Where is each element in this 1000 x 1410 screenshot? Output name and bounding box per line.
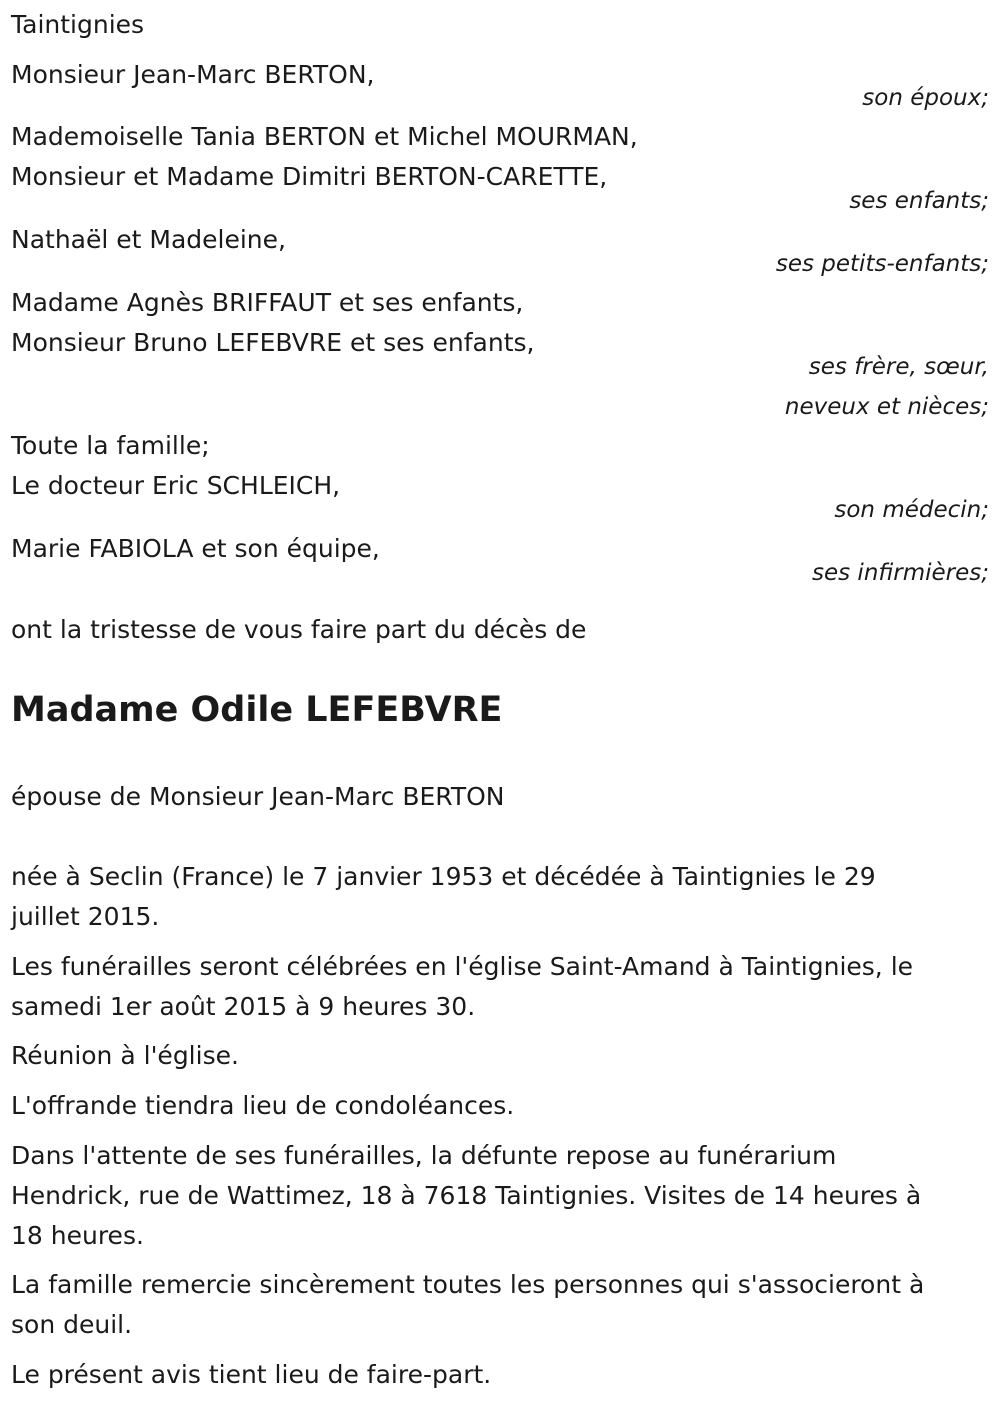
nurses-name: Marie FABIOLA et son équipe, <box>11 534 380 563</box>
grandchildren-relation: ses petits-enfants; <box>775 251 989 277</box>
meeting-info: Réunion à l'église. <box>11 1041 239 1070</box>
repose-line-1: Dans l'attente de ses funérailles, la défunte repose au funérarium <box>11 1141 837 1170</box>
notice-text: Le présent avis tient lieu de faire-part. <box>11 1360 492 1389</box>
siblings-relation-line-2: neveux et nièces; <box>784 394 989 420</box>
announcement-text: ont la tristesse de vous faire part du décès de <box>11 615 587 644</box>
doctor-relation: son médecin; <box>834 497 989 523</box>
children-relation: ses enfants; <box>849 188 989 214</box>
thanks-line-1: La famille remercie sincèrement toutes les personnes qui s'associeront à <box>11 1270 925 1299</box>
thanks-line-2: son deuil. <box>11 1310 133 1339</box>
birth-death-line-2: juillet 2015. <box>11 902 160 931</box>
funeral-line-1: Les funérailles seront célébrées en l'église Saint-Amand à Taintignies, le <box>11 952 914 981</box>
nurses-relation: ses infirmières; <box>812 560 989 586</box>
funeral-line-2: samedi 1er août 2015 à 9 heures 30. <box>11 992 476 1021</box>
siblings-relation-line-1: ses frère, sœur, <box>808 354 989 380</box>
spouse-name: Monsieur Jean-Marc BERTON, <box>11 60 375 89</box>
sibling-name-2: Monsieur Bruno LEFEBVRE et ses enfants, <box>11 328 535 357</box>
doctor-name: Le docteur Eric SCHLEICH, <box>11 471 341 500</box>
town-name: Taintignies <box>11 10 145 39</box>
deceased-name: Madame Odile LEFEBVRE <box>11 690 503 730</box>
offering-info: L'offrande tiendra lieu de condoléances. <box>11 1091 515 1120</box>
child-name-1: Mademoiselle Tania BERTON et Michel MOURMAN, <box>11 122 638 151</box>
grandchildren-names: Nathaël et Madeleine, <box>11 225 286 254</box>
whole-family: Toute la famille; <box>11 431 210 460</box>
child-name-2: Monsieur et Madame Dimitri BERTON-CARETTE, <box>11 162 608 191</box>
repose-line-3: 18 heures. <box>11 1221 144 1250</box>
repose-line-2: Hendrick, rue de Wattimez, 18 à 7618 Taintignies. Visites de 14 heures à <box>11 1181 922 1210</box>
birth-death-line-1: née à Seclin (France) le 7 janvier 1953 et décédée à Taintignies le 29 <box>11 862 876 891</box>
spouse-relation: son époux; <box>862 85 989 111</box>
sibling-name-1: Madame Agnès BRIFFAUT et ses enfants, <box>11 288 524 317</box>
deceased-spouse-of: épouse de Monsieur Jean-Marc BERTON <box>11 782 505 811</box>
